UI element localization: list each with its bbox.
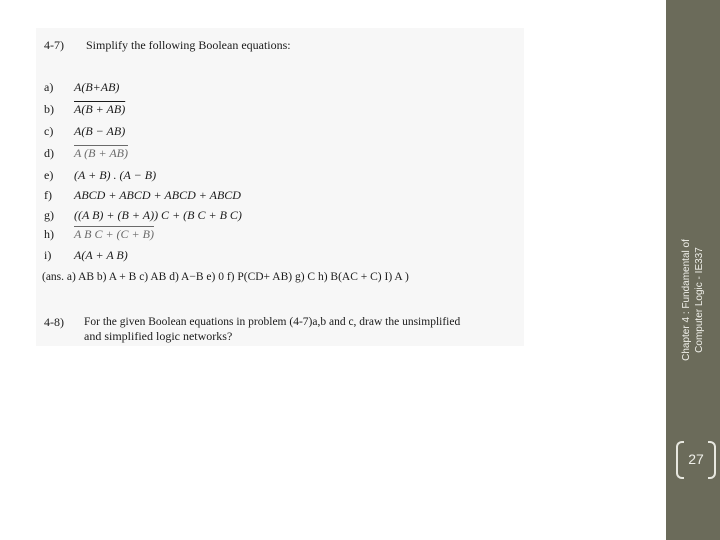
item-label: i) (44, 248, 52, 262)
item-label: g) (44, 208, 54, 222)
item-label: a) (44, 80, 54, 94)
item-expr: A(B − AB) (74, 124, 126, 138)
page-number-badge (676, 441, 716, 479)
item-label: b) (44, 102, 54, 116)
item-label: e) (44, 168, 54, 182)
item-expr: A(B+AB) (74, 80, 120, 94)
item-label: d) (44, 146, 54, 160)
q1-text: Simplify the following Boolean equations: (86, 38, 291, 52)
q2-number: 4-8) (44, 315, 64, 329)
chapter-title-line2: Computer Logic - IE337 (694, 247, 705, 353)
answers-line: (ans. a) AB b) A + B c) AB d) A−B e) 0 f) P(CD+ AB) g) C h) B(AC + C) I) A ) (42, 271, 409, 283)
q2-line1: For the given Boolean equations in problem (4-7)a,b and c, draw the unsimplified (84, 316, 461, 328)
chapter-title-line1: Chapter 4 : Fundamental of (681, 239, 692, 361)
page-number: 27 (688, 451, 704, 467)
item-expr: A (B + AB) (74, 146, 128, 160)
item-label: h) (44, 227, 54, 241)
document-image (36, 28, 524, 346)
item-expr: ((A B) + (B + A)) C + (B C + B C) (74, 208, 242, 222)
item-label: c) (44, 124, 54, 138)
item-expr: A(A + A B) (74, 248, 128, 262)
item-expr: A B C + (C + B) (74, 227, 154, 241)
q1-number: 4-7) (44, 38, 64, 52)
item-expr: ABCD + ABCD + ABCD + ABCD (74, 188, 241, 202)
item-label: f) (44, 188, 52, 202)
chapter-title (680, 200, 706, 400)
q2-line2: and simplified logic networks? (84, 329, 233, 343)
item-expr: A(B + AB) (74, 102, 126, 116)
item-expr: (A + B) . (A − B) (74, 168, 157, 182)
